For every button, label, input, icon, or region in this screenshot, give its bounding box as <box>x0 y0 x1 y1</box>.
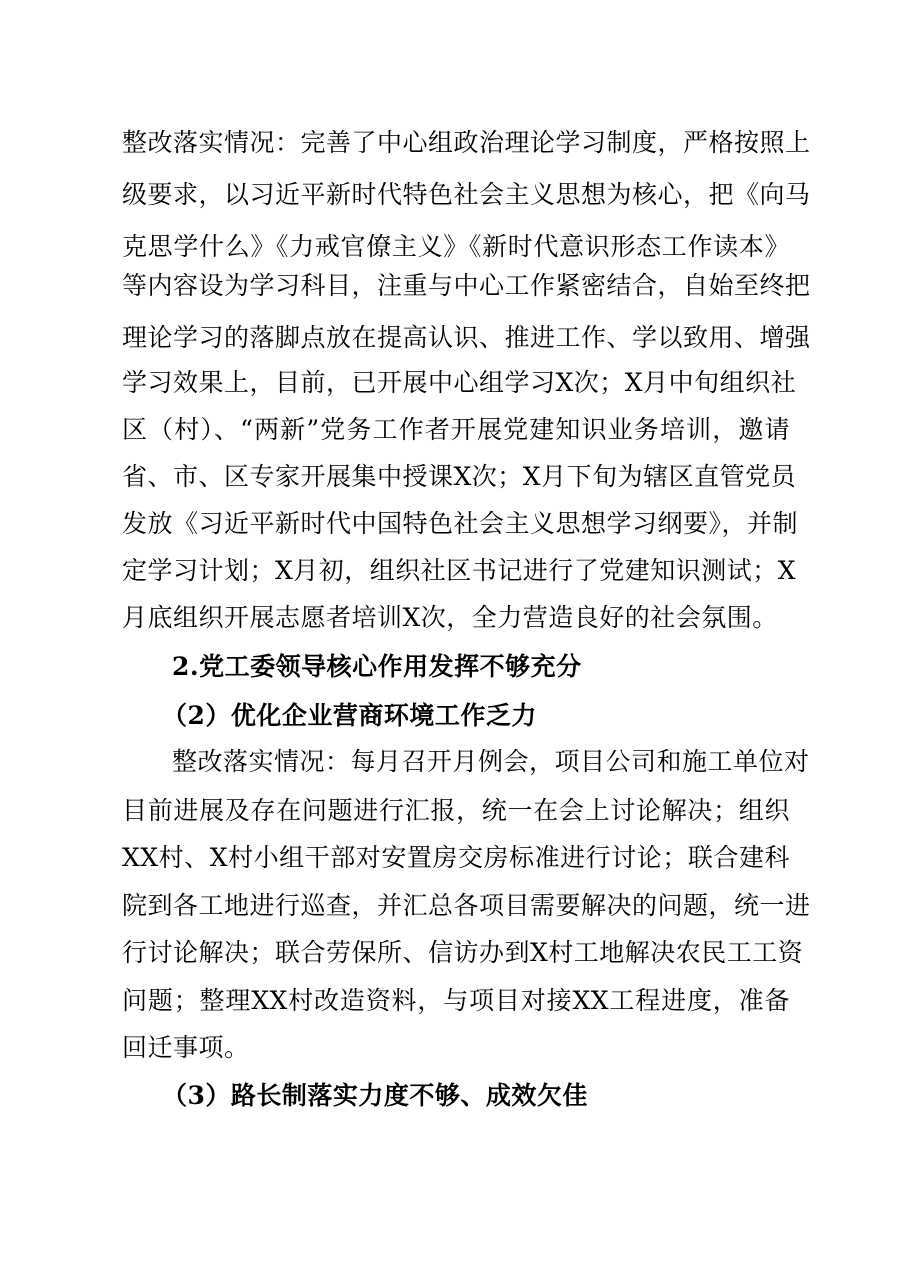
paragraph1-line: 整改落实情况：完善了中心组政治理论学习制度，严格按照上 <box>122 128 811 157</box>
paragraph1-line: 发放《习近平新时代中国特色社会主义思想学习纲要》，并制 <box>122 509 799 538</box>
paragraph1-line: 学习效果上，目前，已开展中心组学习X次；X月中旬组织社 <box>122 368 797 397</box>
paragraph1-line: 级要求，以习近平新时代特色社会主义思想为核心，把《向马 <box>122 180 811 209</box>
paragraph1-line: 区（村）、“两新”党务工作者开展党建知识业务培训，邀请 <box>122 415 790 444</box>
paragraph1-line: 省、市、区专家开展集中授课X次；X月下旬为辖区直管党员 <box>122 462 797 491</box>
section-heading: 2.党工委领导核心作用发挥不够充分 <box>172 652 582 681</box>
paragraph2-line: 目前进展及存在问题进行汇报，统一在会上讨论解决；组织 <box>122 796 790 825</box>
paragraph1-line: 理论学习的落脚点放在提高认识、推进工作、学以致用、增强 <box>122 323 811 352</box>
paragraph2-line: 整改落实情况：每月召开月例会，项目公司和施工单位对 <box>172 747 810 776</box>
section-subheading: （2）优化企业营商环境工作乏力 <box>162 701 537 730</box>
paragraph2-line: 行讨论解决；联合劳保所、信访办到X村工地解决农民工工资 <box>122 938 804 967</box>
paragraph2-line: 院到各工地进行巡查，并汇总各项目需要解决的问题，统一进 <box>122 891 811 920</box>
paragraph1-line: 定学习计划；X月初，组织社区书记进行了党建知识测试；X <box>122 556 797 585</box>
paragraph1-line: 等内容设为学习科目，注重与中心工作紧密结合，自始至终把 <box>122 271 811 300</box>
section-subheading: （3）路长制落实力度不够、成效欠佳 <box>162 1081 588 1110</box>
paragraph2-line: 问题；整理XX村改造资料，与项目对接XX工程进度，准备 <box>122 986 790 1015</box>
paragraph2-line: XX村、X村小组干部对安置房交房标准进行讨论；联合建科 <box>122 843 790 872</box>
paragraph1-line: 克思学什么》《力戒官僚主义》《新时代意识形态工作读本》 <box>122 232 790 261</box>
paragraph2-line: 回迁事项。 <box>122 1033 250 1062</box>
paragraph1-line: 月底组织开展志愿者培训X次，全力营造良好的社会氛围。 <box>122 603 778 632</box>
